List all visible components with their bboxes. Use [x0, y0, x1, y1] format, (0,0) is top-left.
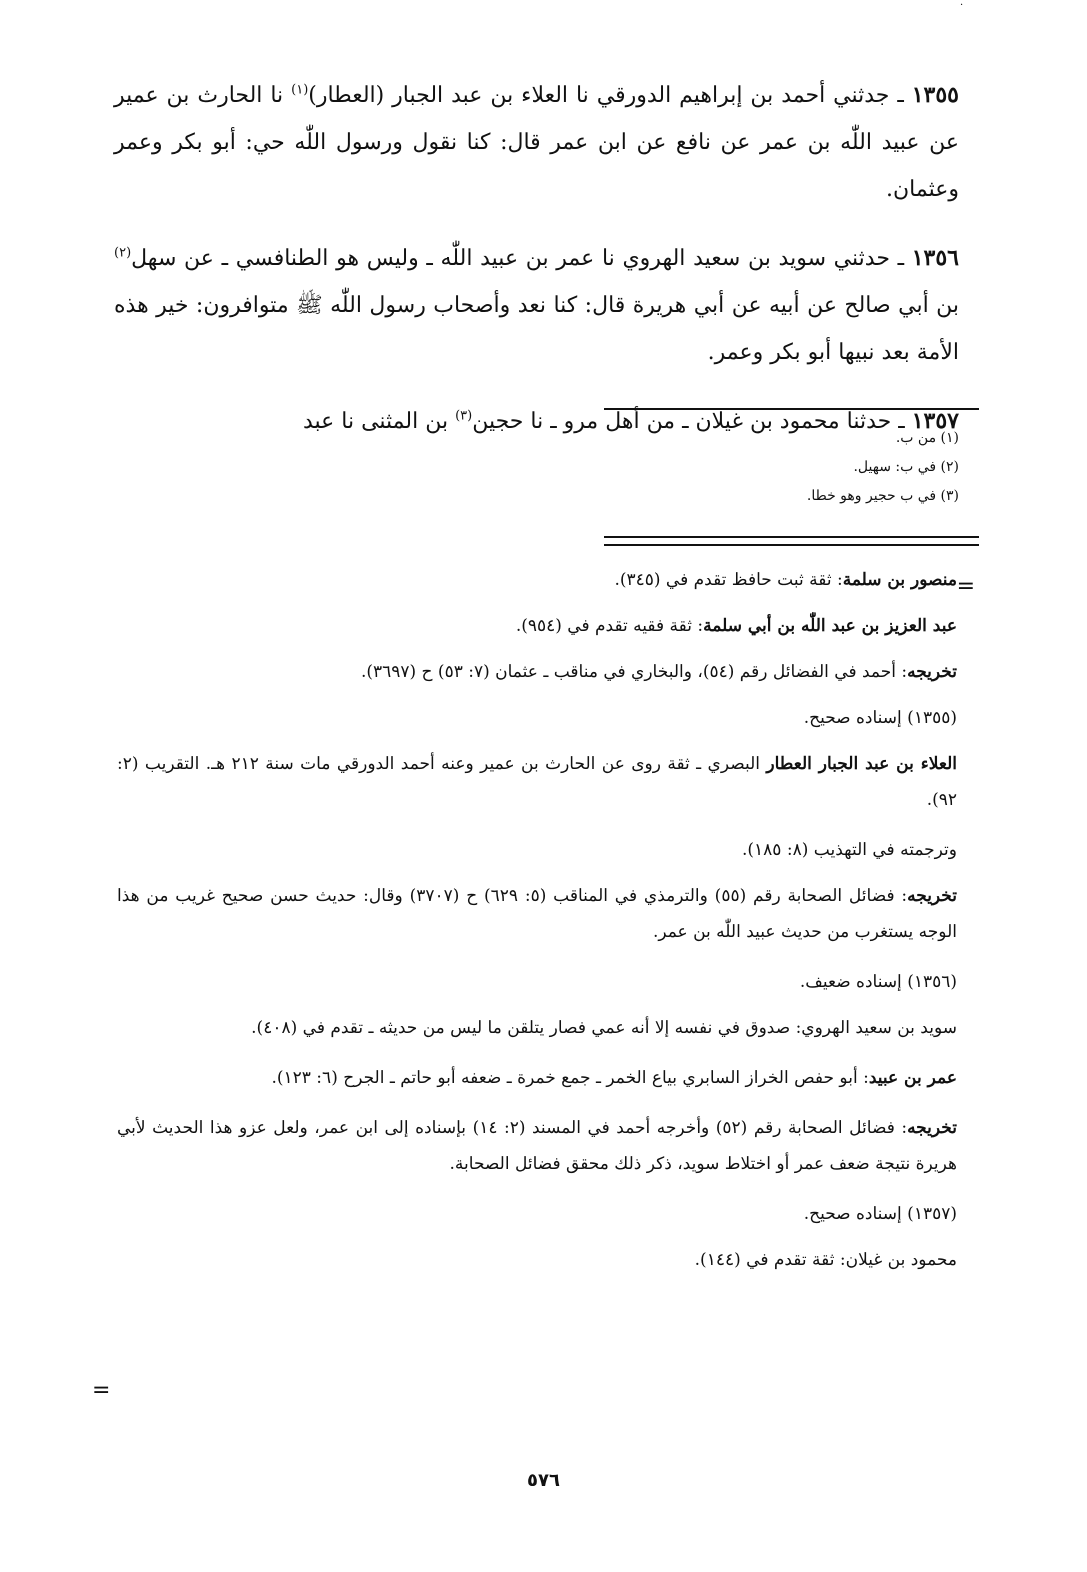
hadith-text-block: [114, 50, 959, 455]
commentary-text: : أبو حفص الخراز السابري بياع الخمر ـ جمع خمرة ـ ضعفه أبو حاتم ـ الجرح (٦: ١٢٣).: [271, 1068, 869, 1088]
takhrij-label: تخريجه: [907, 662, 957, 682]
footnote-ref: (٣): [455, 408, 473, 424]
commentary-paragraph: [117, 608, 957, 644]
hadith-text: بن أبي صالح عن أبيه عن أبي هريرة قال: كنا نعد وأصحاب رسول اللّٰه ﷺ متوافرون: خير هذه الأمة بعد نبيها أبو بكر وعمر.: [114, 293, 959, 365]
isnad-grade: (١٣٥٧) إسناده صحيح.: [803, 1204, 957, 1224]
isnad-grade: (١٣٥٥) إسناده صحيح.: [803, 708, 957, 728]
commentary-section: [117, 562, 957, 1288]
commentary-paragraph: [117, 1060, 957, 1096]
hadith-1355: [114, 72, 959, 213]
narrator-name: عبد العزيز بن عبد اللّٰه بن أبي سلمة: [703, 616, 957, 636]
takhrij-label: تخريجه: [907, 1118, 957, 1138]
footnote-2: (٢) في ب: سهيل.: [853, 459, 959, 475]
hadith-1356: [114, 235, 959, 376]
commentary-text: : ثقة فقيه تقدم في (٩٥٤).: [515, 616, 704, 636]
commentary-paragraph: [117, 654, 957, 690]
narrator-name: منصور بن سلمة: [842, 570, 957, 590]
hadith-text: نا الحارث بن عمير عن عبيد اللّٰه بن عمر عن نافع عن ابن عمر قال: كنا نقول ورسول اللّٰه حي: أبو بكر وعمر وعثمان.: [114, 83, 959, 202]
commentary-text: : ثقة ثبت حافظ تقدم في (٣٤٥).: [614, 570, 843, 590]
commentary-divider: [604, 536, 979, 546]
commentary-paragraph: [117, 562, 957, 598]
hadith-text: ـ حدثني سويد بن سعيد الهروي نا عمر بن عبيد اللّٰه ـ وليس هو الطنافسي ـ عن سهل: [131, 246, 905, 271]
isnad-grade: (١٣٥٦) إسناده ضعيف.: [799, 972, 957, 992]
footnote-ref: (٢): [114, 245, 132, 261]
footnote-1: (١) من ب.: [895, 430, 959, 446]
edge-mark: ·: [960, 0, 964, 11]
takhrij-label: تخريجه: [907, 886, 958, 906]
footnotes: [807, 424, 959, 511]
commentary-text: : أحمد في الفضائل رقم (٥٤)، والبخاري في مناقب ـ عثمان (٧: ٥٣) ح (٣٦٩٧).: [360, 662, 908, 682]
hadith-text: ـ جدثني أحمد بن إبراهيم الدورقي نا العلاء بن عبد الجبار (العطار): [308, 83, 904, 108]
hadith-number: ١٣٥٥: [911, 82, 959, 108]
commentary-paragraph: [117, 1110, 957, 1182]
commentary-text: : فضائل الصحابة رقم (٥٢) وأخرجه أحمد في المسند (٢: ١٤) بإسناده إلى ابن عمر، ولعل عزو هذا الحديث لأبي هريرة نتيجة ضعف عمر أو اختلاط سويد، ذكر ذلك محقق فضائل الصحابة.: [117, 1118, 957, 1174]
hadith-number: ١٣٥٦: [911, 245, 959, 271]
commentary-paragraph: [117, 746, 957, 818]
commentary-paragraph: وترجمته في التهذيب (٨: ١٨٥).: [742, 840, 957, 860]
narrator-name: عمر بن عبيد: [868, 1068, 957, 1088]
hadith-text: ـ حدثنا محمود بن غيلان ـ من أهل مرو ـ نا حجين: [472, 409, 905, 434]
hadith-text: بن المثنى نا عبد: [302, 409, 456, 434]
commentary-paragraph: سويد بن سعيد الهروي: صدوق في نفسه إلا أنه عمي فصار يتلقن ما ليس من حديثه ـ تقدم في (٤٠٨).: [251, 1018, 957, 1038]
footnote-3: (٣) في ب حجير وهو خطا.: [806, 488, 959, 504]
commentary-text: البصري ـ ثقة روى عن الحارث بن عمير وعنه أحمد الدورقي مات سنة ٢١٢ هـ. التقريب (٢: ٩٢).: [117, 754, 957, 810]
footnote-divider: [604, 408, 979, 410]
page-number: ٥٧٦: [527, 1470, 560, 1491]
hadith-number: ١٣٥٧: [911, 408, 959, 434]
continuation-mark-start: =: [956, 574, 975, 599]
commentary-paragraph: محمود بن غيلان: ثقة تقدم في (١٤٤).: [694, 1250, 957, 1270]
narrator-name: العلاء بن عبد الجبار العطار: [766, 754, 957, 774]
commentary-text: : فضائل الصحابة رقم (٥٥) والترمذي في المناقب (٥: ٦٢٩) ح (٣٧٠٧) وقال: حديث حسن صحيح غريب من هذا الوجه يستغرب من حديث عبيد اللّٰه بن عمر.: [117, 886, 957, 942]
footnote-ref: (١): [291, 82, 309, 98]
commentary-paragraph: [117, 878, 957, 950]
continuation-mark-end: =: [92, 1378, 111, 1403]
